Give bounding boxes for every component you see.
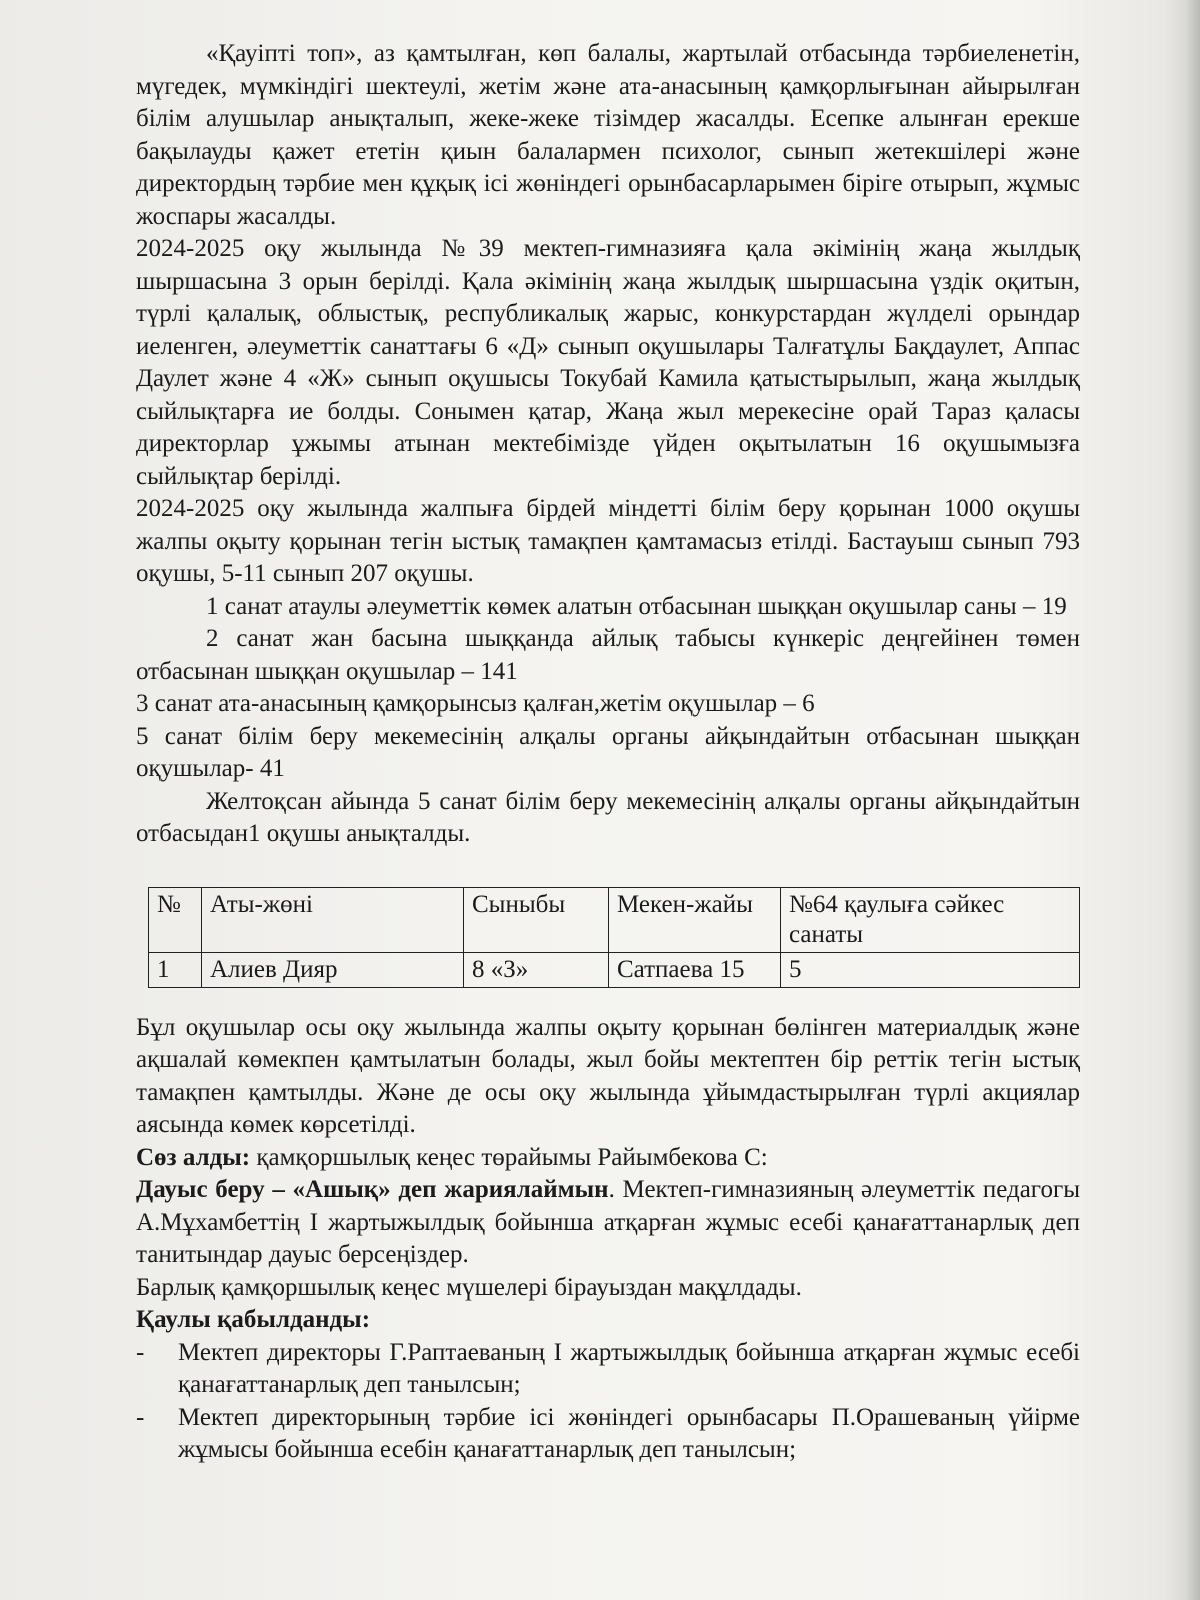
speech-line (136, 1142, 1080, 1175)
page-edge-shadow (1186, 0, 1200, 1600)
cell-number: 1 (149, 952, 202, 987)
category-1-count: 1 санат атаулы әлеуметтік көмек алатын отбасынан шыққан оқушылар саны – 19 (206, 592, 1067, 620)
decision-text: Мектеп директоры Г.Раптаеваның І жартыжылдық бойынша атқарған жұмыс есебі қанағаттанарлық деп танылсын; (178, 1338, 1080, 1398)
list-dash: - (136, 1338, 145, 1366)
cell-name: Алиев Дияр (202, 952, 464, 987)
category-2-count: 2 санат жан басына шыққанда айлық табысы күнкеріс деңгейінен төмен отбасынан шыққан оқушылар – 141 (136, 625, 1080, 685)
column-header-class: Сыныбы (464, 887, 609, 952)
paragraph-hot-meals: 2024-2025 оқу жылында жалпыға бірдей міндетті білім беру қорынан 1000 оқушы жалпы оқыту қорынан тегін ыстық тамақпен қамтамасыз етілді. Бастауыш сынып 793 оқушы, 5-11 сынып 207 оқушы. (136, 495, 1080, 587)
vote-paragraph (136, 1174, 1080, 1272)
approval-line: Барлық қамқоршылық кеңес мүшелері бірауыздан мақұлдады. (136, 1273, 802, 1301)
list-dash: - (136, 1403, 145, 1431)
speech-label: Сөз алды: (136, 1143, 251, 1171)
category-5-count: 5 санат білім беру мекемесінің алқалы органы айқындайтын отбасынан шыққан оқушылар- 41 (136, 722, 1080, 782)
students-table (148, 887, 1080, 988)
speech-text: қамқоршылық кеңес төрайымы Райымбекова С: (250, 1143, 768, 1171)
table-row (149, 952, 1080, 987)
category-3-count: 3 санат ата-анасының қамқорынсыз қалған,жетім оқушылар – 6 (136, 690, 815, 717)
list-item (136, 1402, 1080, 1467)
paragraph-new-year-tree: 2024-2025 оқу жылында №39 мектеп-гимназияға қала әкімінің жаңа жылдық шыршасына 3 орын берілді. Қала әкімінің жаңа жылдық шыршасына үздік оқитын, түрлі қалалық, облыстық, республикалық жарыс, конкурстардан жүлделі орындар иеленген, әлеуметтік санаттағы 6 «Д» сынып оқушылары Талғатұлы Бақдаулет, Аппас Даулет және 4 «Ж» сынып оқушысы Токубай Камила қатыстырылып, жаңа жылдық сыйлықтарға ие болды. Сонымен қатар, Жаңа жыл мерекесіне орай Тараз қаласы директорлар ұжымы атынан мектебімізде үйден оқытылатын 16 оқушымызға сыйлықтар берілді. (136, 235, 1080, 490)
cell-category: 5 (781, 952, 1080, 987)
column-header-name: Аты-жөні (202, 887, 464, 952)
column-header-address: Мекен-жайы (609, 887, 781, 952)
paragraph-december: Желтоқсан айында 5 санат білім беру мекемесінің алқалы органы айқындайтын отбасыдан1 оқушы анықталды. (136, 787, 1080, 847)
table-header-row (149, 887, 1080, 952)
list-item (136, 1337, 1080, 1402)
cell-class: 8 «З» (464, 952, 609, 987)
column-header-number: № (149, 887, 202, 952)
column-header-category: №64 қаулыға сәйкес санаты (781, 887, 1080, 952)
paragraph-after-table: Бұл оқушылар осы оқу жылында жалпы оқыту қорынан бөлінген материалдық және ақшалай көмекпен қамтылатын болады, жыл бойы мектептен бір реттік тегін ыстық тамақпен қамтылды. Және де осы оқу жылында ұйымдастырылған түрлі акциялар аясында көмек көрсетілді. (136, 1013, 1080, 1138)
vote-text: . Мектеп-гимназияның әлеуметтік педагогы А.Мұхамбеттің І жартыжылдық бойынша атқарған жұмыс есебі қанағаттанарлық деп танитындар дауыс берсеңіздер. (136, 1176, 1080, 1268)
paragraph-risk-group: «Қауіпті топ», аз қамтылған, көп балалы, жартылай отбасында тәрбиеленетін, мүгедек, мүмкіндігі шектеулі, жетім және ата-анасының қамқорлығынан айырылған білім алушылар анықталып, жеке-жеке тізімдер жасалды. Есепке алынған ерекше бақылауды қажет ететін қиын балалармен психолог, сынып жетекшілері және директордың тәрбие мен құқық ісі жөніндегі орынбасарларымен біріге отырып, жұмыс жоспары жасалды. (136, 40, 1080, 230)
decision-list (136, 1337, 1080, 1467)
decision-text: Мектеп директорының тәрбие ісі жөніндегі орынбасары П.Орашеваның үйірме жұмысы бойынша есебін қанағаттанарлық деп танылсын; (178, 1403, 1080, 1463)
cell-address: Сатпаева 15 (609, 952, 781, 987)
resolution-title: Қаулы қабылданды: (136, 1306, 371, 1333)
vote-label: Дауыс беру – «Ашық» деп жариялаймын (136, 1176, 609, 1203)
document-body (136, 38, 1080, 1467)
